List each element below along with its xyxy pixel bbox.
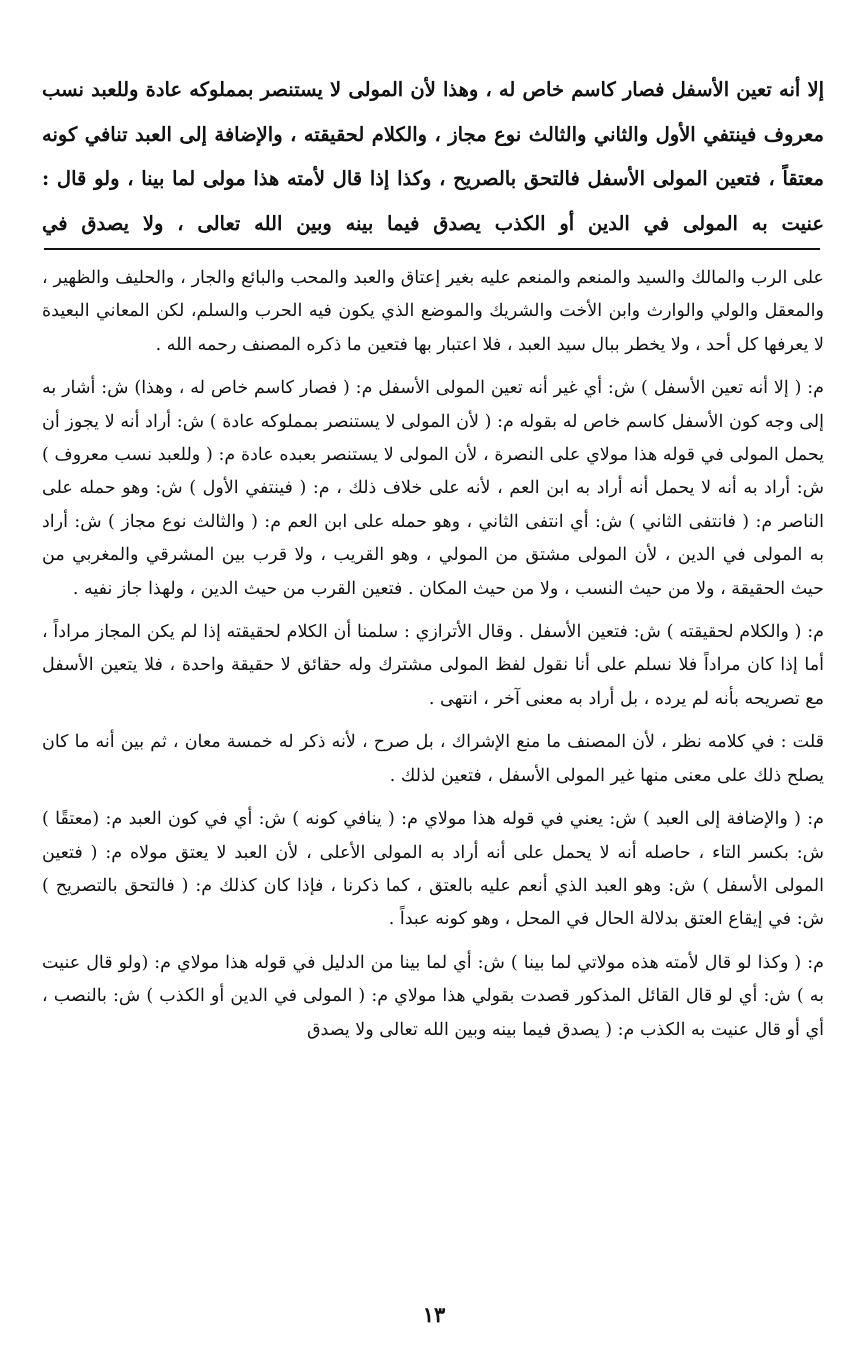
commentary-paragraph: قلت : في كلامه نظر ، لأن المصنف ما منع الإشراك ، بل صرح ، لأنه ذكر له خمسة معان ، ثم بين أنه ما كان يصلح ذلك على معنى منها غير المولى الأسفل ، فتعين لذلك . <box>42 732 824 786</box>
page-number: ١٣ <box>422 1302 446 1327</box>
main-text: إلا أنه تعين الأسفل فصار كاسم خاص له ، وهذا لأن المولى لا يستنصر بمملوكه عادة وللعبد نسب معروف فينتفي الأول والثاني والثالث نوع مجاز ، والكلام لحقيقته ، والإضافة إلى العبد تنافي كونه معتقاً ، فتعين المولى الأسفل فالتحق بالصريح ، وكذا إذا قال لأمته هذا مولى لما بينا ، ولو قال : عنيت به المولى في الدين أو الكذب يصدق فيما بينه وبين الله تعالى ، ولا يصدق في <box>42 78 824 235</box>
commentary-section <box>42 262 824 1057</box>
commentary-paragraph: م: ( إلا أنه تعين الأسفل ) ش: أي غير أنه تعين المولى الأسفل م: ( فصار كاسم خاص له ، وهذا) ش: أشار به إلى وجه كون الأسفل كاسم خاص له بقوله م: ( لأن المولى لا يستنصر بمملوكه عادة ) ش: أراد أنه لا يجوز أن يحمل المولى في قوله هذا مولاي على النصرة ، لأن المولى لا يستنصر بعبده عادة م: ( وللعبد نسب معروف ) ش: أراد به أنه لا يحمل أنه أراد به ابن العم ، لأنه على خلاف ذلك ، م: ( فينتفي الأول ) ش: وهو حمله على الناصر م: ( فانتفى الثاني ) ش: أي انتفى الثاني ، وهو حمله على ابن العم م: ( والثالث نوع مجاز ) ش: أراد به المولى في الدين ، لأن المولى مشتق من المولي ، وهو القريب ، ولا قرب بين المشرقي والمغربي من حيث الحقيقة ، ولا من حيث النسب ، ولا من حيث المكان . فتعين القرب من حيث الدين ، ولهذا جاز نفيه . <box>42 378 824 599</box>
commentary-paragraph: م: ( والكلام لحقيقته ) ش: فتعين الأسفل . وقال الأترازي : سلمنا أن الكلام لحقيقته إذا لم يكن المجاز مراداً ، أما إذا كان مراداً فلا نسلم على أنا نقول لفظ المولى مشترك وله حقائق لا حقيقة واحدة ، فلا يتعين الأسفل مع تصريحه بأنه لم يرده ، بل أراد به معنى آخر ، انتهى . <box>42 622 824 709</box>
commentary-paragraph: م: ( وكذا لو قال لأمته هذه مولاتي لما بينا ) ش: أي لما بينا من الدليل في قوله هذا مولاي م: (ولو قال عنيت به ) ش: أي لو قال القائل المذكور قصدت بقولي هذا مولاي م: ( المولى في الدين أو الكذب ) ش: بالنصب ، أي أو قال عنيت به الكذب م: ( يصدق فيما بينه وبين الله تعالى ولا يصدق <box>42 952 824 1040</box>
commentary-paragraph: م: ( والإضافة إلى العبد ) ش: يعني في قوله هذا مولاي م: ( ينافي كونه ) ش: أي في كون العبد م: (معتقًا ) ش: بكسر التاء ، حاصله أنه لا يحمل على أنه أراد به المولى الأعلى ، لأن العبد لا يعتق مولاه م: ( فتعين المولى الأسفل ) ش: وهو العبد الذي أنعم عليه بالعتق ، كما ذكرنا ، فإذا كان كذلك م: ( فالتحق بالتصريح ) ش: في إيقاع العتق بدلالة الحال في المحل ، وهو كونه عبداً . <box>42 809 824 930</box>
commentary-paragraph: على الرب والمالك والسيد والمنعم والمنعم عليه بغير إعتاق والعبد والمحب والبائع والجار ، والحليف والظهير ، والمعقل والولي والوارث وابن الأخت والشريك والموضع الذي يكون فيه الحرب والسلم، لكن المعاني البعيدة لا يعرفها كل أحد ، ولا يخطر ببال سيد العبد ، فلا اعتبار بها فتعين ما ذكره المصنف رحمه الله . <box>42 268 824 355</box>
separator-line <box>44 248 820 250</box>
